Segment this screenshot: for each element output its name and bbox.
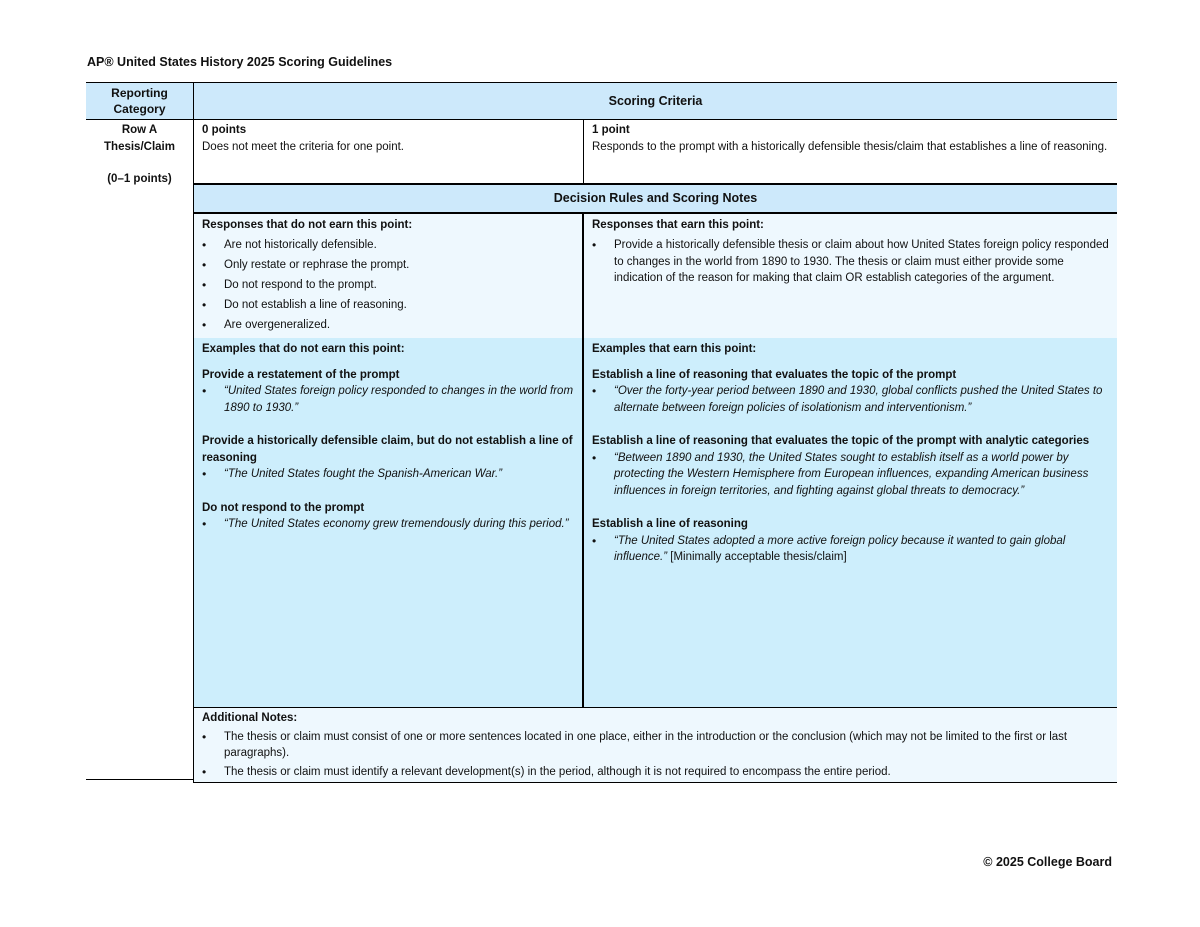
example-item <box>592 383 1109 416</box>
earn-heading: Responses that earn this point: <box>592 219 764 231</box>
example-quote: “Over the forty-year period between 1890 and 1930, global conflicts pushed the United States to alternate between foreign policies of isolationism and interventionism.” <box>614 385 1103 414</box>
criteria-one-points: 1 point <box>592 124 630 136</box>
row-label-cell <box>86 120 194 783</box>
example-title: Provide a restatement of the prompt <box>202 368 400 381</box>
list-item: • Provide a historically defensible thesis or claim about how United States foreign policy responded to changes in the world from 1890 to 1930. The thesis or claim must either provide some indication of the reason for making that claim OR establish categories of the argument. <box>592 237 1109 287</box>
criteria-zero-cell <box>194 120 584 183</box>
copyright-footer: © 2025 College Board <box>983 855 1112 869</box>
list-item: • Do not respond to the prompt. <box>202 277 574 294</box>
not-earn-cell <box>194 214 584 338</box>
example-group <box>592 516 1109 566</box>
example-quote: “The United States adopted a more active foreign policy because it wanted to gain global influence.” <box>614 534 1066 563</box>
criteria-one-text: Responds to the prompt with a historically defensible thesis/claim that establishes a line of reasoning. <box>592 140 1108 153</box>
scoring-table <box>86 82 1117 783</box>
example-quote: “Between 1890 and 1930, the United States sought to establish itself as a world power by protecting the Western Hemisphere from European influences, expanding American business influences in foreign territories, and fighting against global threats to democracy.” <box>614 451 1089 497</box>
not-earn-heading: Responses that do not earn this point: <box>202 219 413 231</box>
additional-notes-list <box>202 729 1109 781</box>
example-group <box>202 433 574 483</box>
additional-notes-heading: Additional Notes: <box>202 712 298 724</box>
row-label: Row A <box>121 124 158 136</box>
list-item: • Are overgeneralized. <box>202 317 574 334</box>
list-item: • Are not historically defensible. <box>202 237 574 254</box>
examples-row <box>194 338 1117 708</box>
example-group <box>202 367 574 417</box>
criteria-row <box>194 120 1117 185</box>
example-title: Do not respond to the prompt <box>202 501 365 514</box>
decision-rules-header: Decision Rules and Scoring Notes <box>194 185 1117 214</box>
example-note: [Minimally acceptable thesis/claim] <box>667 551 847 563</box>
examples-earn-cell <box>584 338 1117 707</box>
example-item <box>592 450 1109 500</box>
list-item: • Only restate or rephrase the prompt. <box>202 257 574 274</box>
example-title: Establish a line of reasoning <box>592 518 748 530</box>
examples-not-heading: Examples that do not earn this point: <box>202 343 405 355</box>
earn-list <box>592 237 1109 287</box>
criteria-zero-points: 0 points <box>202 124 247 136</box>
row-name: Thesis/Claim <box>104 140 175 153</box>
not-earn-list <box>202 237 574 334</box>
list-item: • The thesis or claim must consist of one or more sentences located in one place, either in the introduction or the conclusion (which may not be limited to the first or last paragraphs). <box>202 729 1109 762</box>
criteria-zero-text: Does not meet the criteria for one point. <box>202 140 404 153</box>
examples-not-cell <box>194 338 584 707</box>
example-title: Establish a line of reasoning that evaluates the topic of the prompt with analytic categories <box>592 435 1090 447</box>
table-bottom-rule <box>86 779 194 780</box>
table-header-row <box>86 82 1117 120</box>
example-quote: • “The United States economy grew tremendously during this period.” <box>202 516 574 533</box>
example-group <box>592 433 1109 499</box>
criteria-one-cell <box>584 120 1117 183</box>
example-title: Provide a historically defensible claim, but do not establish a line of reasoning <box>202 435 573 464</box>
page-title: AP® United States History 2025 Scoring Guidelines <box>87 55 393 69</box>
example-item <box>592 533 1109 566</box>
additional-notes <box>194 708 1117 783</box>
list-item: • The thesis or claim must identify a relevant development(s) in the period, although it is not required to encompass the entire period. <box>202 764 1109 781</box>
example-group <box>202 500 574 533</box>
list-item: • Do not establish a line of reasoning. <box>202 297 574 314</box>
example-quote: • “United States foreign policy responded to changes in the world from 1890 to 1930.” <box>202 383 574 416</box>
examples-earn-heading: Examples that earn this point: <box>592 343 757 355</box>
example-group <box>592 367 1109 417</box>
scoring-criteria-header: Scoring Criteria <box>194 83 1117 119</box>
responses-row <box>194 214 1117 338</box>
example-title: Establish a line of reasoning that evaluates the topic of the prompt <box>592 368 957 381</box>
reporting-category-header: Reporting Category <box>86 83 194 119</box>
example-quote: • “The United States fought the Spanish-American War.” <box>202 466 574 483</box>
row-point-range: (0–1 points) <box>107 173 172 185</box>
earn-cell <box>584 214 1117 338</box>
